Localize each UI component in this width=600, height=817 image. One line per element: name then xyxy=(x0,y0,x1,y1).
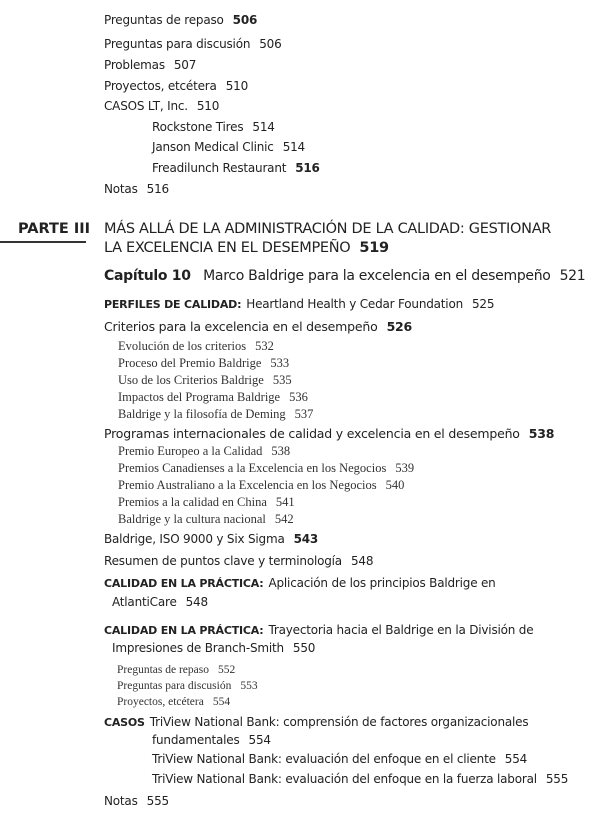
entry-text: Proyectos, etcétera xyxy=(117,696,204,708)
part-title-line1: MÁS ALLÁ DE LA ADMINISTRACIÓN DE LA CALIDAD: GESTIONAR xyxy=(104,221,552,237)
page-number: 548 xyxy=(350,554,374,568)
entry-text: Janson Medical Clinic xyxy=(152,140,274,154)
entry-text: Trayectoria hacia el Baldrige en la División de xyxy=(268,623,534,637)
entry-text: Aplicación de los principios Baldrige en xyxy=(268,576,496,590)
toc-subentry xyxy=(118,460,414,476)
page-number: 554 xyxy=(212,696,231,708)
toc-entry xyxy=(104,319,412,335)
toc-entry xyxy=(104,78,248,94)
page-number: 535 xyxy=(272,373,292,387)
page-number: 540 xyxy=(385,478,405,492)
page-number: 542 xyxy=(274,512,294,526)
page-number: 506 xyxy=(232,13,258,27)
entry-text: Problemas xyxy=(104,58,165,72)
page-number: 510 xyxy=(196,99,220,113)
toc-entry xyxy=(104,531,318,547)
page-number: 548 xyxy=(185,595,208,609)
chapter-title: Marco Baldrige para la excelencia en el desempeño xyxy=(203,268,551,284)
page-number: 538 xyxy=(528,426,555,441)
toc-entry xyxy=(104,575,496,592)
entry-text: Proyectos, etcétera xyxy=(104,79,217,93)
entry-text: TriView National Bank: evaluación del enfoque en la fuerza laboral xyxy=(152,772,537,786)
entry-text: Premio Australiano a la Excelencia en los Negocios xyxy=(118,478,377,492)
entry-text: Criterios para la excelencia en el desempeño xyxy=(104,319,378,334)
toc-subentry xyxy=(118,477,404,493)
page-number: 514 xyxy=(252,120,275,134)
chapter-heading xyxy=(104,268,585,284)
entry-text: Freadilunch Restaurant xyxy=(152,161,287,175)
casos-label: CASOS xyxy=(104,99,145,113)
entry-text: AtlantiCare xyxy=(112,595,177,609)
page-number: 532 xyxy=(255,339,274,353)
toc-subentry xyxy=(118,338,274,354)
feature-label: CALIDAD EN LA PRÁCTICA: xyxy=(104,624,264,637)
toc-entry xyxy=(104,426,554,442)
entry-text: Baldrige, ISO 9000 y Six Sigma xyxy=(104,532,285,546)
entry-text: Impresiones de Branch-Smith xyxy=(112,641,284,655)
feature-label: PERFILES DE CALIDAD: xyxy=(104,298,242,311)
page-number: 552 xyxy=(217,664,236,676)
toc-subentry xyxy=(118,389,308,405)
page-number: 543 xyxy=(293,532,319,546)
toc-entry xyxy=(104,714,528,731)
toc-entry xyxy=(152,119,275,135)
entry-text: Baldrige y la cultura nacional xyxy=(118,512,266,526)
toc-entry xyxy=(152,771,568,787)
casos-label: CASOS xyxy=(104,716,145,729)
entry-text: Baldrige y la filosofía de Deming xyxy=(118,407,286,421)
entry-text: Uso de los Criterios Baldrige xyxy=(118,373,264,387)
toc-entry xyxy=(104,57,196,73)
toc-entry xyxy=(104,793,169,809)
entry-text: Heartland Health y Cedar Foundation xyxy=(246,297,463,311)
toc-subentry xyxy=(118,372,292,388)
page-number: 519 xyxy=(359,240,389,256)
entry-text: Preguntas de repaso xyxy=(117,664,209,676)
toc-subentry xyxy=(118,511,294,527)
toc-entry xyxy=(104,36,282,52)
toc-entry xyxy=(104,622,533,639)
toc-entry xyxy=(104,181,169,197)
entry-text: Premio Europeo a la Calidad xyxy=(118,444,263,458)
page-number: 555 xyxy=(146,794,169,808)
part-title-line2 xyxy=(104,240,389,256)
toc-subentry xyxy=(117,678,258,694)
page-number: 514 xyxy=(282,140,305,154)
part-label: PARTE III xyxy=(18,221,91,237)
toc-entry xyxy=(152,160,320,176)
toc-subentry xyxy=(117,694,230,710)
page-number: 553 xyxy=(240,680,258,692)
entry-text: Rockstone Tires xyxy=(152,120,244,134)
entry-text: Preguntas para discusión xyxy=(117,680,232,692)
page-number: 516 xyxy=(146,182,169,196)
toc-subentry xyxy=(117,662,235,678)
entry-text: Premios Canadienses a la Excelencia en los Negocios xyxy=(118,461,387,475)
toc-entry xyxy=(104,296,494,313)
entry-text: TriView National Bank: evaluación del enfoque en el cliente xyxy=(152,752,496,766)
page-number: 533 xyxy=(270,356,290,370)
part-rule xyxy=(0,241,86,243)
page-number: 525 xyxy=(472,297,495,311)
entry-text: Preguntas de repaso xyxy=(104,13,224,27)
page-number: 554 xyxy=(248,733,271,747)
entry-text: LT, Inc. xyxy=(147,99,188,113)
toc-entry xyxy=(104,12,257,28)
toc-entry-cont xyxy=(152,732,271,748)
toc-entry xyxy=(152,139,305,155)
page-number: 538 xyxy=(271,444,291,458)
entry-text: Notas xyxy=(104,182,138,196)
entry-text: Evolución de los criterios xyxy=(118,339,247,353)
page-number: 541 xyxy=(275,495,295,509)
entry-text: LA EXCELENCIA EN EL DESEMPEÑO xyxy=(104,240,351,256)
toc-entry xyxy=(152,751,527,767)
toc-entry-cont xyxy=(112,640,315,656)
feature-label: CALIDAD EN LA PRÁCTICA: xyxy=(104,577,264,590)
entry-text: Proceso del Premio Baldrige xyxy=(118,356,262,370)
page-number: 550 xyxy=(292,641,316,655)
page-number: 506 xyxy=(259,37,282,51)
toc-subentry xyxy=(118,494,295,510)
page-number: 521 xyxy=(559,268,586,284)
page-number: 516 xyxy=(295,161,320,175)
entry-text: Resumen de puntos clave y terminología xyxy=(104,554,342,568)
entry-text: Impactos del Programa Baldrige xyxy=(118,390,281,404)
toc-subentry xyxy=(118,443,290,459)
toc-entry xyxy=(104,553,373,569)
entry-text: Programas internacionales de calidad y excelencia en el desempeño xyxy=(104,426,520,441)
page-number: 537 xyxy=(294,407,314,421)
page-number: 539 xyxy=(395,461,415,475)
entry-text: Preguntas para discusión xyxy=(104,37,251,51)
toc-subentry xyxy=(118,355,289,371)
entry-text: TriView National Bank: comprensión de factores organizacionales xyxy=(149,715,529,729)
page-number: 554 xyxy=(504,752,528,766)
page-number: 526 xyxy=(386,319,413,334)
chapter-label: Capítulo 10 xyxy=(104,268,191,284)
toc-entry xyxy=(104,98,219,114)
entry-text: Premios a la calidad en China xyxy=(118,495,267,509)
toc-subentry xyxy=(118,406,313,422)
page-number: 536 xyxy=(289,390,308,404)
entry-text: fundamentales xyxy=(152,733,240,747)
entry-text: Notas xyxy=(104,794,138,808)
page-number: 507 xyxy=(173,58,197,72)
page-number: 510 xyxy=(225,79,249,93)
page-number: 555 xyxy=(545,772,569,786)
toc-entry-cont xyxy=(112,594,208,610)
